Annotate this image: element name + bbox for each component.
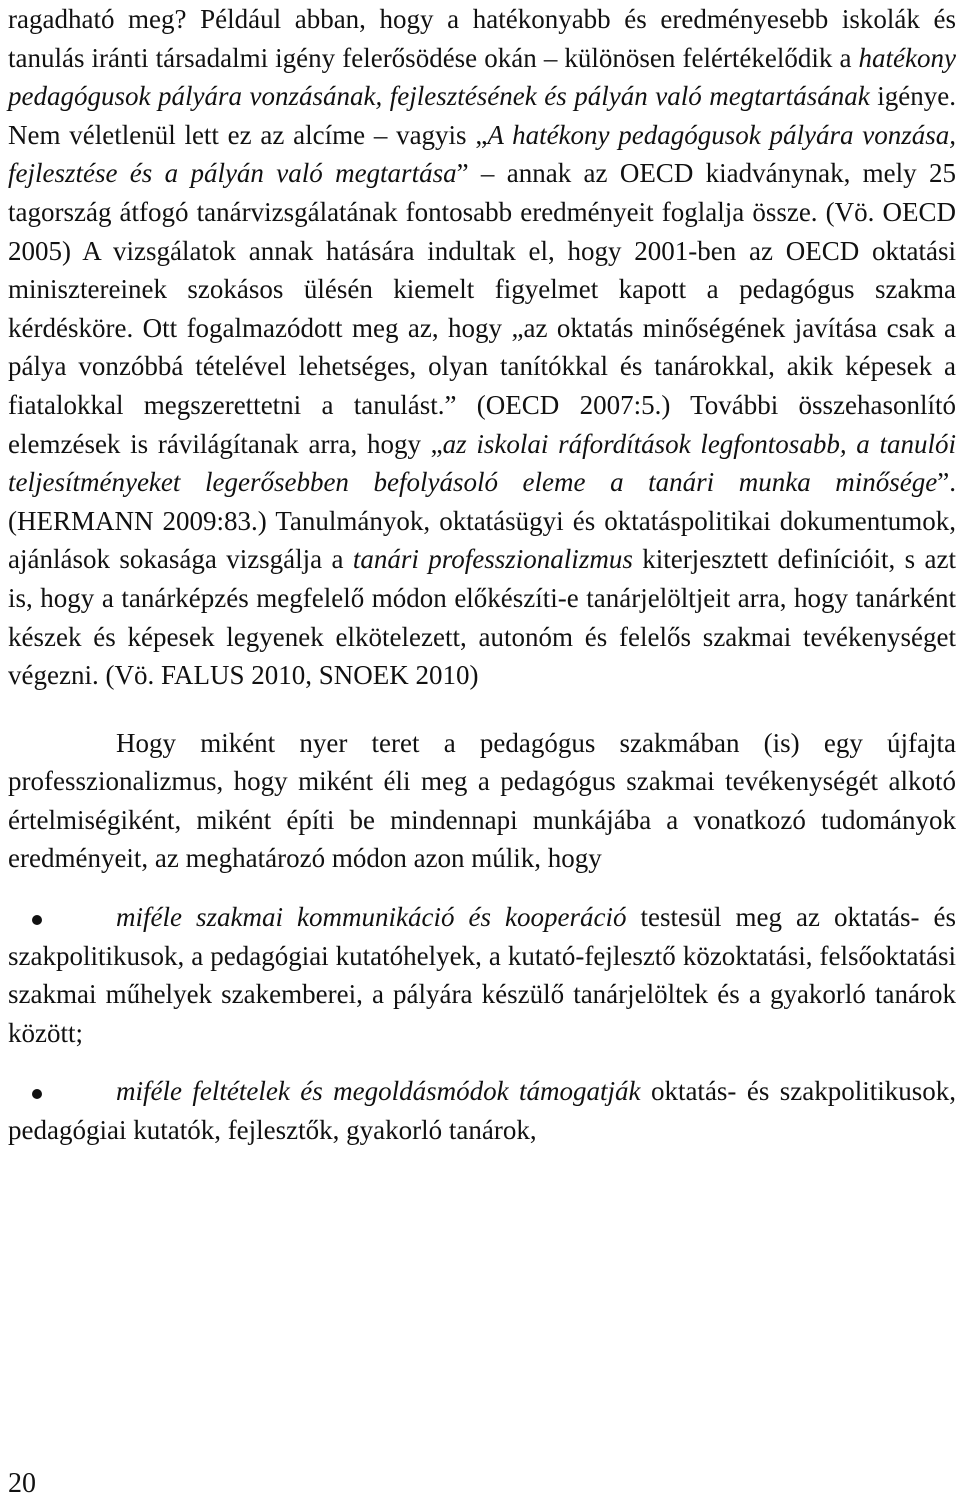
italic-text-run: az iskolai ráfordítások legfontosabb, a tanulói teljesítményeket legerősebben befolyásoló eleme a tanári munka minősége: [8, 428, 957, 498]
italic-text-run: tanári professzionalizmus: [352, 544, 633, 575]
bullet-dot-icon: [32, 1089, 42, 1099]
italic-text-run: miféle feltételek és megoldásmódok támogatják: [116, 1076, 641, 1107]
text-run: ”. (HERMANN 2009:83.) Tanulmányok, oktatásügyi és oktatáspolitikai dokumentumok, ajánlások sokasága vizsgálja a: [8, 467, 956, 575]
document-page: [8, 0, 956, 1150]
text-run: testesül meg az oktatás- és szakpolitikusok, a pedagógiai kutatóhelyek, a kutató-fejlesztő közoktatási, felsőoktatási szakmai műhelyek szakemberei, a pályára készülő tanárjelöltek és a gyakorló tanárok között;: [8, 902, 957, 1048]
italic-text-run: hatékony pedagógusok pályára vonzásának, fejlesztésének és pályán való megtartásának: [8, 42, 956, 112]
body-paragraph-1: [8, 0, 956, 695]
paragraph-spacer: [8, 878, 956, 898]
paragraph-spacer: [8, 1052, 956, 1072]
text-run: igénye. Nem véletlenül lett ez az alcíme – vagyis „: [8, 81, 956, 150]
bullet-item-2: [8, 1072, 956, 1149]
text-run: kiterjesztett definícióit, s azt is, hogy a tanárképzés megfelelő módon előkészíti-e tanárjelöltjeit arra, hogy tanárként készek és képesek legyenek elkötelezett, autonóm és felelős szakmai tevékenységet végezni. (Vö. FALUS 2010, SNOEK 2010): [8, 544, 956, 691]
page-number: 20: [8, 1468, 36, 1499]
paragraph-spacer: [8, 695, 956, 724]
body-paragraph-2: [8, 724, 956, 878]
text-run: ragadható meg? Például abban, hogy a hatékonyabb és eredményesebb iskolák és tanulás iránti társadalmi igény felerősödése okán – különösen felértékelődik a: [8, 4, 956, 73]
text-run: ” – annak az OECD kiadványnak, mely 25 tagország átfogó tanárvizsgálatának fontosabb eredményeit foglalja össze. (Vö. OECD 2005) A vizsgálatok annak hatására indultak el, hogy 2001-ben az OECD oktatási minisztereinek szokásos ülésén kiemelt figyelmet kapott a pedagógus szakma kérdésköre. Ott fogalmazódott meg az, hogy „az oktatás minőségének javítása csak a pálya vonzóbbá tételével lehetséges, olyan tanítókkal és tanárokkal, akik képesek a fiatalokkal megszerettetni a tanulást.” (OECD 2007:5.) További összehasonlító elemzések is rávilágítanak arra, hogy „: [8, 158, 956, 459]
text-run: Hogy miként nyer teret a pedagógus szakmában (is) egy újfajta professzionalizmus, hogy miként éli meg a pedagógus szakmai tevékenységét alkotó értelmiségiként, miként építi be mindennapi munkájába a vonatkozó tudományok eredményeit, az meghatározó módon azon múlik, hogy: [8, 727, 956, 874]
bullet-item-1: [8, 898, 956, 1052]
italic-text-run: miféle szakmai kommunikáció és kooperáció: [116, 902, 627, 933]
italic-text-run: A hatékony pedagógusok pályára vonzása, fejlesztése és a pályán való megtartása: [8, 119, 956, 189]
bullet-dot-icon: [32, 915, 42, 925]
text-run: oktatás- és szakpolitikusok, pedagógiai kutatók, fejlesztők, gyakorló tanárok,: [8, 1076, 956, 1146]
